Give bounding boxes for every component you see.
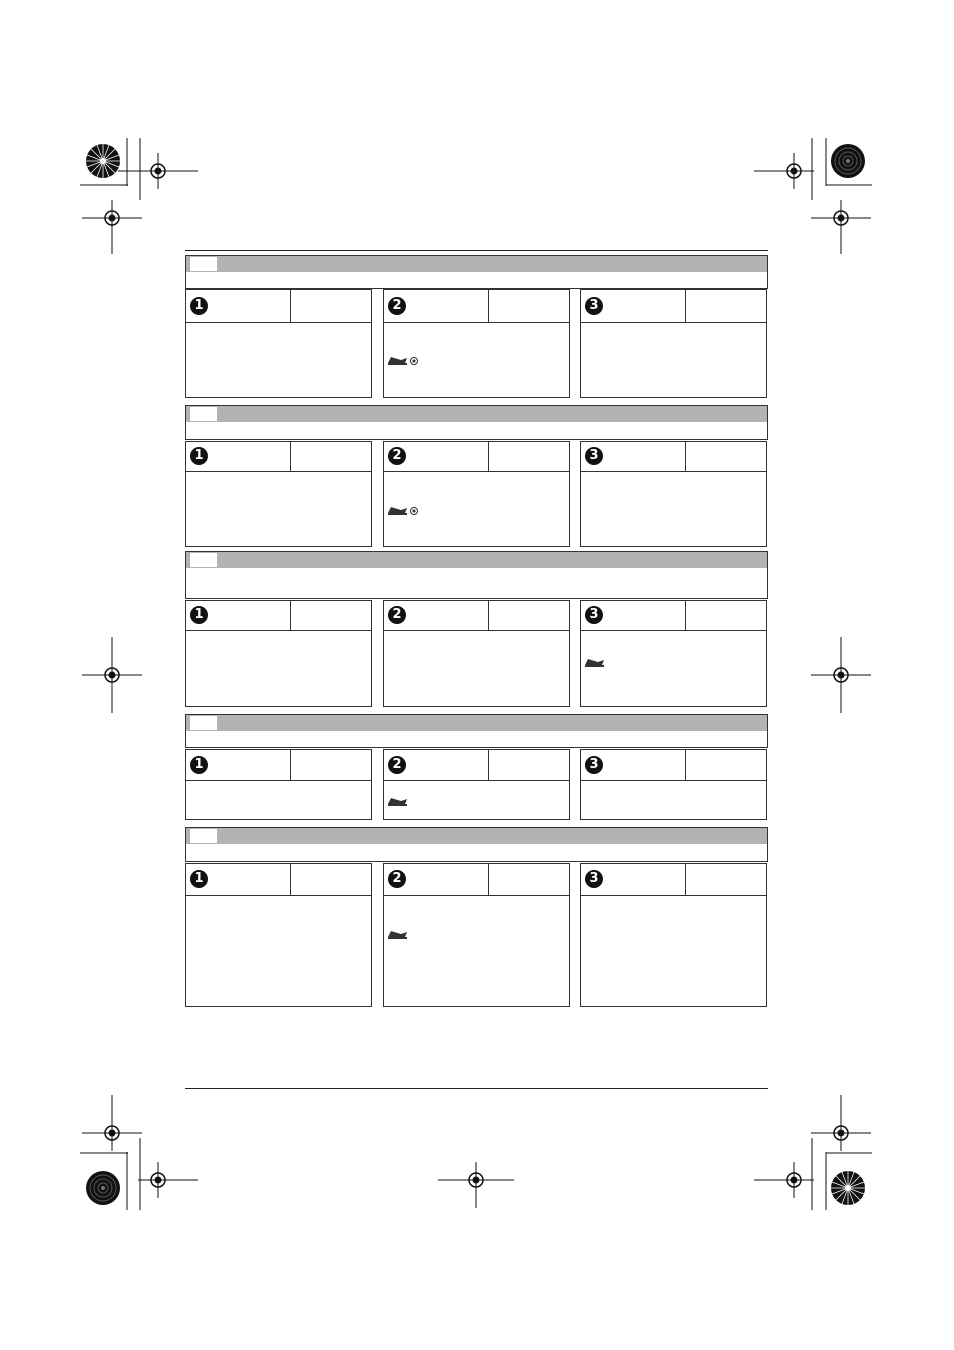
registration-mark-icon <box>118 153 198 189</box>
section-header-bar <box>185 405 768 423</box>
bottom-rule <box>185 1088 768 1089</box>
registration-mark-icon <box>754 153 814 189</box>
step-box-2 <box>383 749 570 820</box>
step-box-3 <box>580 600 767 707</box>
color-star-target-icon <box>86 1171 120 1205</box>
step-box-2 <box>383 289 570 398</box>
section-tab <box>190 407 217 421</box>
color-star-target-icon <box>86 144 120 178</box>
step-box-3 <box>580 749 767 820</box>
step-box-2 <box>383 600 570 707</box>
step-box-1 <box>185 749 372 820</box>
step-number-2-icon: 2 <box>388 606 406 624</box>
step-number-1-icon: 1 <box>190 756 208 774</box>
step-number-1-icon: 1 <box>190 870 208 888</box>
color-star-target-icon <box>831 144 865 178</box>
registration-mark-icon <box>811 200 871 254</box>
circle-target-icon <box>411 508 418 515</box>
section-5 <box>185 827 768 1007</box>
step-number-3-icon: 3 <box>585 870 603 888</box>
step-number-1-icon: 1 <box>190 606 208 624</box>
section-header-bar <box>185 255 768 273</box>
step-number-2-icon: 2 <box>388 756 406 774</box>
registration-mark-icon <box>82 637 142 713</box>
circle-target-icon <box>411 358 418 365</box>
bottom-crop-marks <box>0 1090 954 1220</box>
step-number-2-icon: 2 <box>388 447 406 465</box>
foot-pedal-icon <box>387 795 411 807</box>
step-box-3 <box>580 441 767 547</box>
registration-mark-icon <box>438 1162 514 1208</box>
registration-mark-icon <box>82 1095 142 1151</box>
step-number-1-icon: 1 <box>190 297 208 315</box>
foot-pedal-icon <box>584 656 608 668</box>
registration-mark-icon <box>811 637 871 713</box>
step-box-2 <box>383 863 570 1007</box>
step-number-2-icon: 2 <box>388 870 406 888</box>
step-box-1 <box>185 600 372 707</box>
section-4 <box>185 714 768 820</box>
step-number-2-icon: 2 <box>388 297 406 315</box>
section-subheader <box>185 422 768 440</box>
registration-mark-icon <box>811 1095 871 1151</box>
section-tab <box>190 829 217 843</box>
step-box-1 <box>185 863 372 1007</box>
foot-pedal-icon <box>387 504 421 516</box>
section-2 <box>185 405 768 547</box>
foot-pedal-icon <box>387 928 411 940</box>
step-box-2 <box>383 441 570 547</box>
registration-mark-icon <box>138 1162 198 1198</box>
foot-pedal-icon <box>387 354 421 366</box>
step-box-3 <box>580 289 767 398</box>
section-1 <box>185 255 768 398</box>
section-header-bar <box>185 551 768 569</box>
step-box-1 <box>185 441 372 547</box>
top-left-crop-marks <box>0 0 954 260</box>
section-3 <box>185 551 768 707</box>
step-number-3-icon: 3 <box>585 297 603 315</box>
section-header-bar <box>185 827 768 845</box>
step-number-3-icon: 3 <box>585 756 603 774</box>
section-subheader <box>185 568 768 599</box>
section-subheader <box>185 844 768 862</box>
step-number-3-icon: 3 <box>585 606 603 624</box>
section-header-bar <box>185 714 768 732</box>
color-star-target-icon <box>831 1171 865 1205</box>
registration-mark-icon <box>82 200 142 254</box>
top-rule <box>185 250 768 251</box>
section-tab <box>190 716 217 730</box>
step-number-1-icon: 1 <box>190 447 208 465</box>
registration-mark-icon <box>754 1162 814 1198</box>
step-box-3 <box>580 863 767 1007</box>
section-tab <box>190 553 217 567</box>
section-subheader <box>185 731 768 748</box>
section-subheader <box>185 272 768 289</box>
section-tab <box>190 257 217 271</box>
step-box-1 <box>185 289 372 398</box>
step-number-3-icon: 3 <box>585 447 603 465</box>
